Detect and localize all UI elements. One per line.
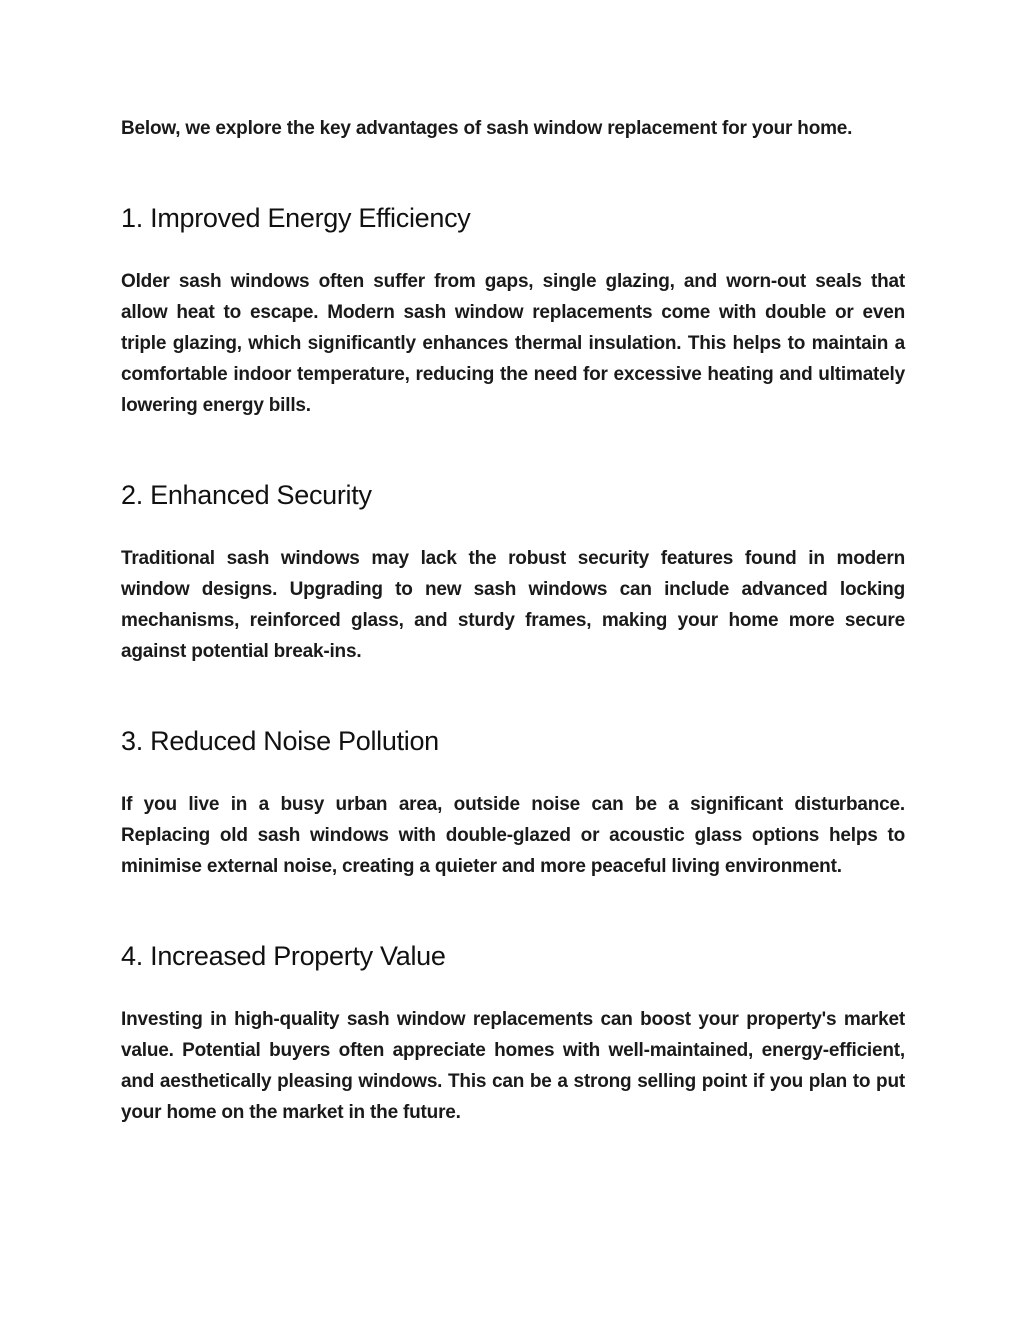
section-property-value (121, 938, 905, 1128)
section-body: Traditional sash windows may lack the robust security features found in modern window designs. Upgrading to new sash windows can include advanced locking mechanisms, reinforced glass, and sturdy frames, making your home more secure against potential break-ins. (121, 548, 905, 662)
section-body: If you live in a busy urban area, outside noise can be a significant disturbance. Replacing old sash windows with double-glazed or acoustic glass options helps to minimise external noise, creating a quieter and more peaceful living environment. (121, 794, 905, 877)
section-heading: 4. Increased Property Value (121, 941, 446, 971)
section-energy-efficiency (121, 200, 905, 421)
section-noise-pollution (121, 723, 905, 882)
section-body: Older sash windows often suffer from gaps, single glazing, and worn-out seals that allow heat to escape. Modern sash window replacements come with double or even triple glazing, which significantly enhances thermal insulation. This helps to maintain a comfortable indoor temperature, reducing the need for excessive heating and ultimately lowering energy bills. (121, 271, 905, 416)
intro-paragraph: Below, we explore the key advantages of sash window replacement for your home. (121, 118, 853, 139)
section-security (121, 477, 905, 667)
document-page (121, 113, 905, 1184)
section-heading: 2. Enhanced Security (121, 480, 372, 510)
section-heading: 1. Improved Energy Efficiency (121, 203, 471, 233)
section-body: Investing in high-quality sash window replacements can boost your property's market value. Potential buyers often appreciate homes with well-maintained, energy-efficient, and aesthetically pleasing windows. This can be a strong selling point if you plan to put your home on the market in the future. (121, 1009, 905, 1123)
section-heading: 3. Reduced Noise Pollution (121, 726, 439, 756)
